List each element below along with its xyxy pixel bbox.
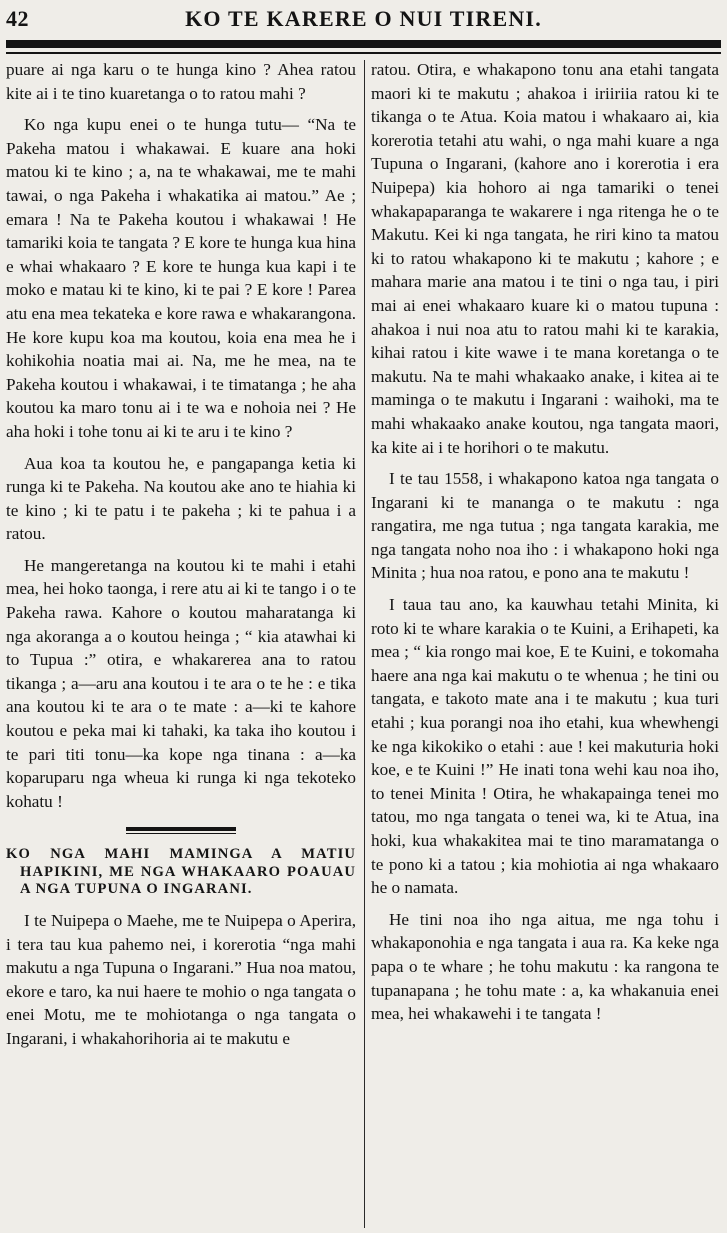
section-heading: KO NGA MAHI MAMINGA A MATIU HAPIKINI, ME NGA WHAKAARO POAUAU A NGA TUPUNA O INGARANI. [6, 846, 356, 898]
section-divider-thin [126, 833, 236, 834]
header-rule-thick [6, 40, 721, 48]
paragraph: He mangeretanga na koutou ki te mahi i etahi mea, hei hoko taonga, i rere atu ai ki te tango i o te Pakeha rawa. Kahore o koutou maharatanga ki nga akoranga a o koutou heinga ; “ kia atawhai ki to Tupua :” otira, e whakarerea ana to ratou tikanga ; a—aru ana koutou i te ara o te he : e tika ana koutou ki te ara o te mate : a—ki te kahore koutou e peka mai ki tahaki, ka taka iho koutou i te pari titi tonu—ka kope nga tinana : a—ka koparuparu nga wheua ki runga ki nga tekoteko kohatu ! [6, 555, 356, 811]
page-title: KO TE KARERE O NUI TIRENI. [185, 6, 542, 31]
paragraph: Ko nga kupu enei o te hunga tutu— “Na te Pakeha matou i whakawai. E kuare ana hoki matou ki te kino ; a, na te whakawai, me te mahi tawai, o nga Pakeha i whakatika ai matou.” Ae ; emara ! Na te Pakeha koutou i whakawai ! He tamariki koia te tangata ? E kore te hunga kua hina e whai whakaaro ? E kore te hunga kua kapi i te moko e matau ki te kino, ki te pai ? E kore ! Parea atu ena mea tekateka e kore rawa e whakarangona. He kore kupu koa ma koutou, koia ena mea he i kohikohia noatia mai ai. Na, me he mea, na te Pakeha koutou i whakawai, i te timatanga ; he aha koutou ka maro tonu ai i te wa e nohoia nei ? He aha hoki i tohe tonu ai ki te aru i te kino ? [6, 115, 356, 441]
paragraph: I te tau 1558, i whakapono katoa nga tangata o Ingarani ki te mananga o te makutu : nga rangatira, me nga tutua ; nga tangata karakia, me nga tangata noho noa iho : i whakapono hoki nga Minita ; hua noa ratou, e pono ana te makutu ! [371, 469, 719, 583]
right-column [371, 58, 719, 1034]
paragraph: I taua tau ano, ka kauwhau tetahi Minita, ki roto ki te whare karakia o te Kuini, a Erihapeti, ka mea ; “ kia rongo mai koe, E te Kuini, e tokomaha haere ana nga kai makutu o te whenua ; he tini ou tangata, e takoto mate ana i te makutu ; kua turi etahi ; kua porangi noa iho etahi, kua whewhengi ke nga kikokiko o etahi : aue ! kei makuturia hoki koe, e te Kuini !” He inati tona wehi kau noa iho, to tenei Minita ! Otira, he whakapainga tenei mo tatou, mo nga tangata o tenei wa, ki te Atua, ina hoki, kua whakakitea mai te tino maramatanga o te pono ki a tatou ; kia mohiotia ai nga whakaaro he o namata. [371, 595, 719, 898]
header-rule-thin [6, 52, 721, 54]
paragraph: puare ai nga karu o te hunga kino ? Ahea ratou kite ai i te tino kuaretanga o to ratou mahi ? [6, 60, 356, 103]
page-number: 42 [6, 6, 29, 31]
paragraph: He tini noa iho nga aitua, me nga tohu i whakaponohia e nga tangata i aua ra. Ka keke nga papa o te whare ; he tohu makutu : ka rangona te tupanapana ; he tohu mate : a, ka whakanuia enei mea, hei whakawehi i te tangata ! [371, 909, 719, 1024]
left-column [6, 58, 356, 1058]
paragraph: Aua koa ta koutou he, e pangapanga ketia ki runga ki te Pakeha. Na koutou ake ano te hiahia ki te kino ; ki te patu i te pakeha ; ki te pahua i a ratou. [6, 453, 356, 544]
paragraph: ratou. Otira, e whakapono tonu ana etahi tangata maori ki te makutu ; ahakoa i iriiriia ratou ki te tikanga o te Atua. Koia matou i whakaaro ai, kia korerotia tetahi atu wahi, o nga mahi kuare a nga Tupuna o Ingarani, (kahore ano i korerotia i era Nuipepa) kia hohoro ai nga tamariki o tenei whakapaparanga te wakarere i nga ritenga he o te Makutu. Kei ki nga tangata, he riri kino ta matou ki to ratou whakapono ki te makutu ; kahore ; e mahara marie ana matou i te tini o nga tau, i piri mai ai enei whakaaro kuare ki o matou tupuna : ahakoa i nui noa atu to ratou mahi ki te karakia, kihai ratou i kite wawe i te mana koretanga o te makutu. Na te mahi whakaako anake, i kitea ai te maminga o te makutu i Ingarani : waihoki, ma te mahi whakaako anake koutou, nga tangata maori, ka kite ai i te horihori o te makutu. [371, 60, 719, 457]
column-divider [364, 60, 365, 1228]
page-header [6, 4, 721, 36]
paragraph: I te Nuipepa o Maehe, me te Nuipepa o Aperira, i tera tau kua pahemo nei, i korerotia “nga mahi makutu a nga Tupuna o Ingarani.” Hua noa matou, ekore e taro, ka nui haere te mohio o nga tangata o enei Motu, me te mohiotanga o nga tangata o Ingarani, i whakahorihoria ai te makutu e [6, 910, 356, 1048]
section-divider [126, 827, 236, 831]
